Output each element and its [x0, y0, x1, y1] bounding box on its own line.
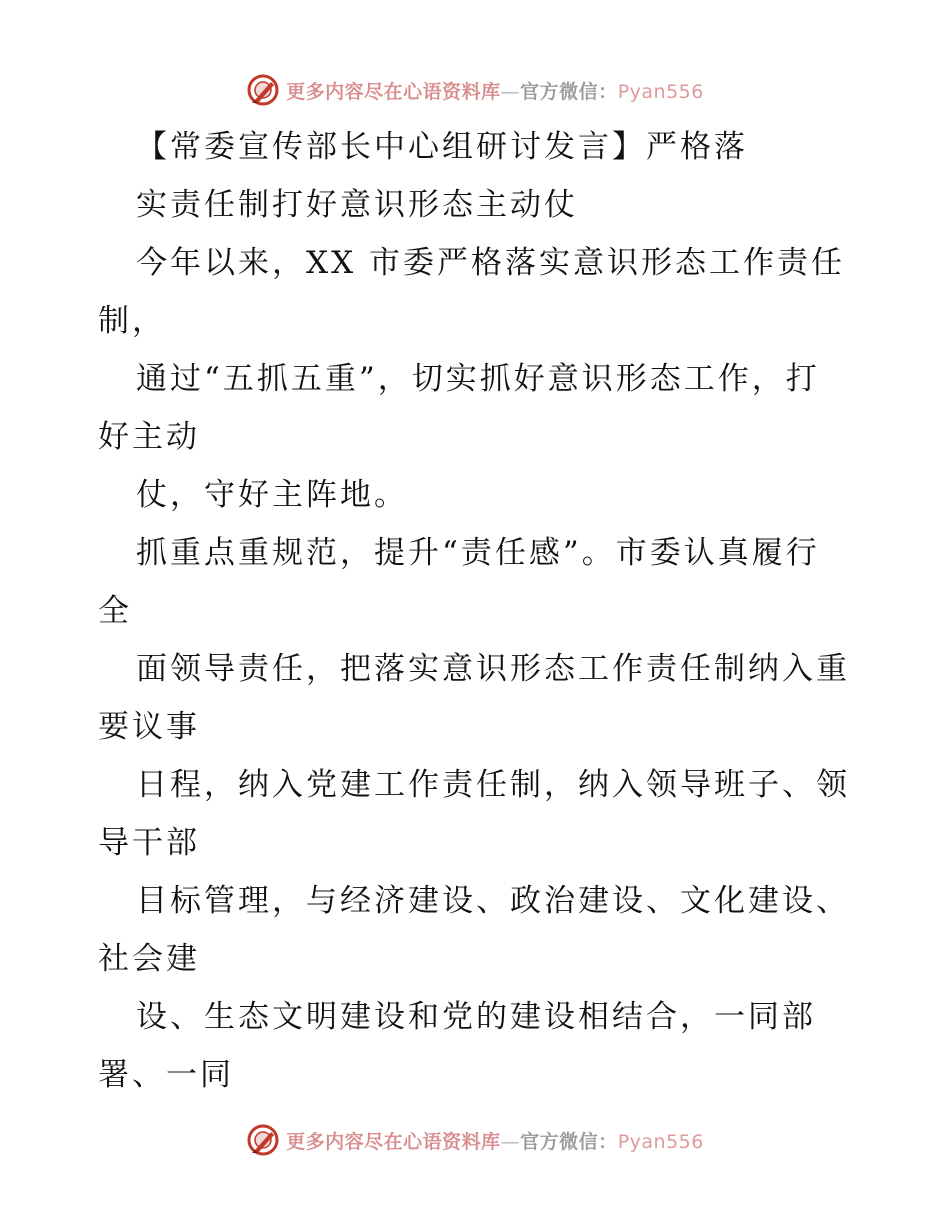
paragraph-line: 署、一同 — [98, 1057, 234, 1093]
watermark-text — [286, 77, 704, 104]
paragraph-line: 设、生态文明建设和党的建设相结合，一同部 — [136, 999, 816, 1035]
watermark-brand: 更多内容尽在心语资料库 — [286, 1130, 501, 1153]
paragraph-line: 制， — [98, 303, 166, 339]
watermark-wechat-id: Pyan556 — [617, 80, 704, 103]
watermark-official: 官方微信： — [520, 80, 618, 103]
header-watermark — [0, 70, 950, 110]
paragraph-line: 全 — [98, 593, 132, 629]
paragraph-line: 社会建 — [98, 941, 200, 977]
doc-title-line-1: 【常委宣传部长中心组研讨发言】严格落 — [136, 129, 748, 165]
watermark-official: 官方微信： — [520, 1130, 618, 1153]
paragraph-line: 面领导责任，把落实意识形态工作责任制纳入重 — [136, 651, 850, 687]
watermark-dash: — — [500, 1130, 521, 1153]
paragraph-line: 日程，纳入党建工作责任制，纳入领导班子、领 — [136, 767, 850, 803]
paragraph-line: 目标管理，与经济建设、政治建设、文化建设、 — [136, 883, 850, 919]
paragraph-line: 好主动 — [98, 419, 200, 455]
paragraph-line: 导干部 — [98, 825, 200, 861]
paragraph-line: 抓重点重规范，提升“责任感”。市委认真履行 — [136, 535, 820, 571]
watermark-text — [286, 1127, 704, 1154]
paragraph-line: 通过“五抓五重”，切实抓好意识形态工作，打 — [136, 361, 820, 397]
paragraph-line: 今年以来，XX 市委严格落实意识形态工作责任 — [136, 245, 845, 281]
watermark-dash: — — [500, 80, 521, 103]
footer-watermark — [0, 1120, 950, 1160]
red-circle-pen-logo-icon — [246, 73, 280, 107]
paragraph-line: 仗，守好主阵地。 — [136, 477, 408, 513]
document-body — [98, 118, 858, 1104]
watermark-brand: 更多内容尽在心语资料库 — [286, 80, 501, 103]
watermark-wechat-id: Pyan556 — [617, 1130, 704, 1153]
red-circle-pen-logo-icon — [246, 1123, 280, 1157]
paragraph-line: 要议事 — [98, 709, 200, 745]
doc-title-line-2: 实责任制打好意识形态主动仗 — [136, 187, 578, 223]
